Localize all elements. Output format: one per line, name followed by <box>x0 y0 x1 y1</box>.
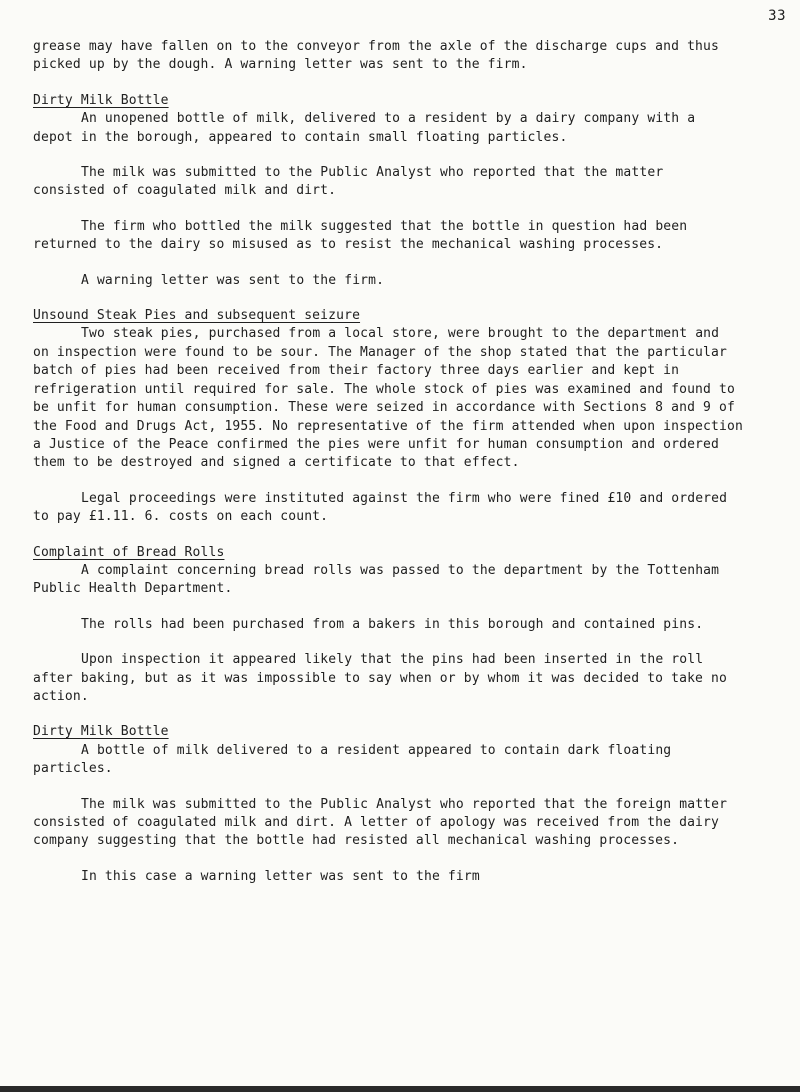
paragraph: Two steak pies, purchased from a local store, were brought to the department and on inspection were found to be sour. The Manager of the shop stated that the particular batch of pies had been received from their factory three days earlier and kept in refrigeration until required for sale. The whole stock of pies was examined and found to be unfit for human consumption. These were seized in accordance with Sections 8 and 9 of the Food and Drugs Act, 1955. No representative of the firm attended when upon inspection a Justice of the Peace confirmed the pies were unfit for human consumption and ordered them to be destroyed and signed a certificate to that effect. <box>33 326 743 471</box>
paragraph: Legal proceedings were instituted against the firm who were fined £10 and ordered to pay £1.11. 6. costs on each count. <box>33 490 728 525</box>
paragraph: A warning letter was sent to the firm. <box>81 272 385 288</box>
paragraph: The milk was submitted to the Public Analyst who reported that the matter consisted of coagulated milk and dirt. <box>33 165 664 199</box>
section-dirty-milk-bottle-2 <box>33 723 743 886</box>
paragraph: The firm who bottled the milk suggested that the bottle in question had been returned to the dairy so misused as to resist the mechanical washing processes. <box>33 218 688 253</box>
scan-edge-bar <box>0 1086 800 1092</box>
intro-paragraph: grease may have fallen on to the conveyor from the axle of the discharge cups and thus picked up by the dough. A warning letter was sent to the firm. <box>33 39 719 73</box>
paragraph: An unopened bottle of milk, delivered to a resident by a dairy company with a depot in the borough, appeared to contain small floating particles. <box>33 111 696 145</box>
page-number: 33 <box>768 8 786 24</box>
paragraph: A bottle of milk delivered to a resident appeared to contain dark floating particles. <box>33 742 672 777</box>
document-body <box>33 38 743 901</box>
section-heading: Dirty Milk Bottle <box>33 92 169 108</box>
section-complaint-bread-rolls <box>33 544 743 707</box>
section-unsound-steak-pies <box>33 307 743 526</box>
paragraph: The rolls had been purchased from a bakers in this borough and contained pins. <box>81 616 704 632</box>
paragraph: A complaint concerning bread rolls was passed to the department by the Tottenham Public Health Department. <box>33 562 720 597</box>
paragraph: In this case a warning letter was sent to the firm <box>81 868 480 884</box>
paragraph: The milk was submitted to the Public Analyst who reported that the foreign matter consisted of coagulated milk and dirt. A letter of apology was received from the dairy company suggesting that the bottle had resisted all mechanical washing processes. <box>33 796 728 849</box>
section-heading: Complaint of Bread Rolls <box>33 544 225 560</box>
section-heading: Dirty Milk Bottle <box>33 724 169 740</box>
paragraph: Upon inspection it appeared likely that the pins had been inserted in the roll after baking, but as it was impossible to say when or by whom it was decided to take no action. <box>33 652 727 704</box>
section-dirty-milk-bottle-1 <box>33 92 743 290</box>
section-heading: Unsound Steak Pies and subsequent seizure <box>33 308 361 324</box>
